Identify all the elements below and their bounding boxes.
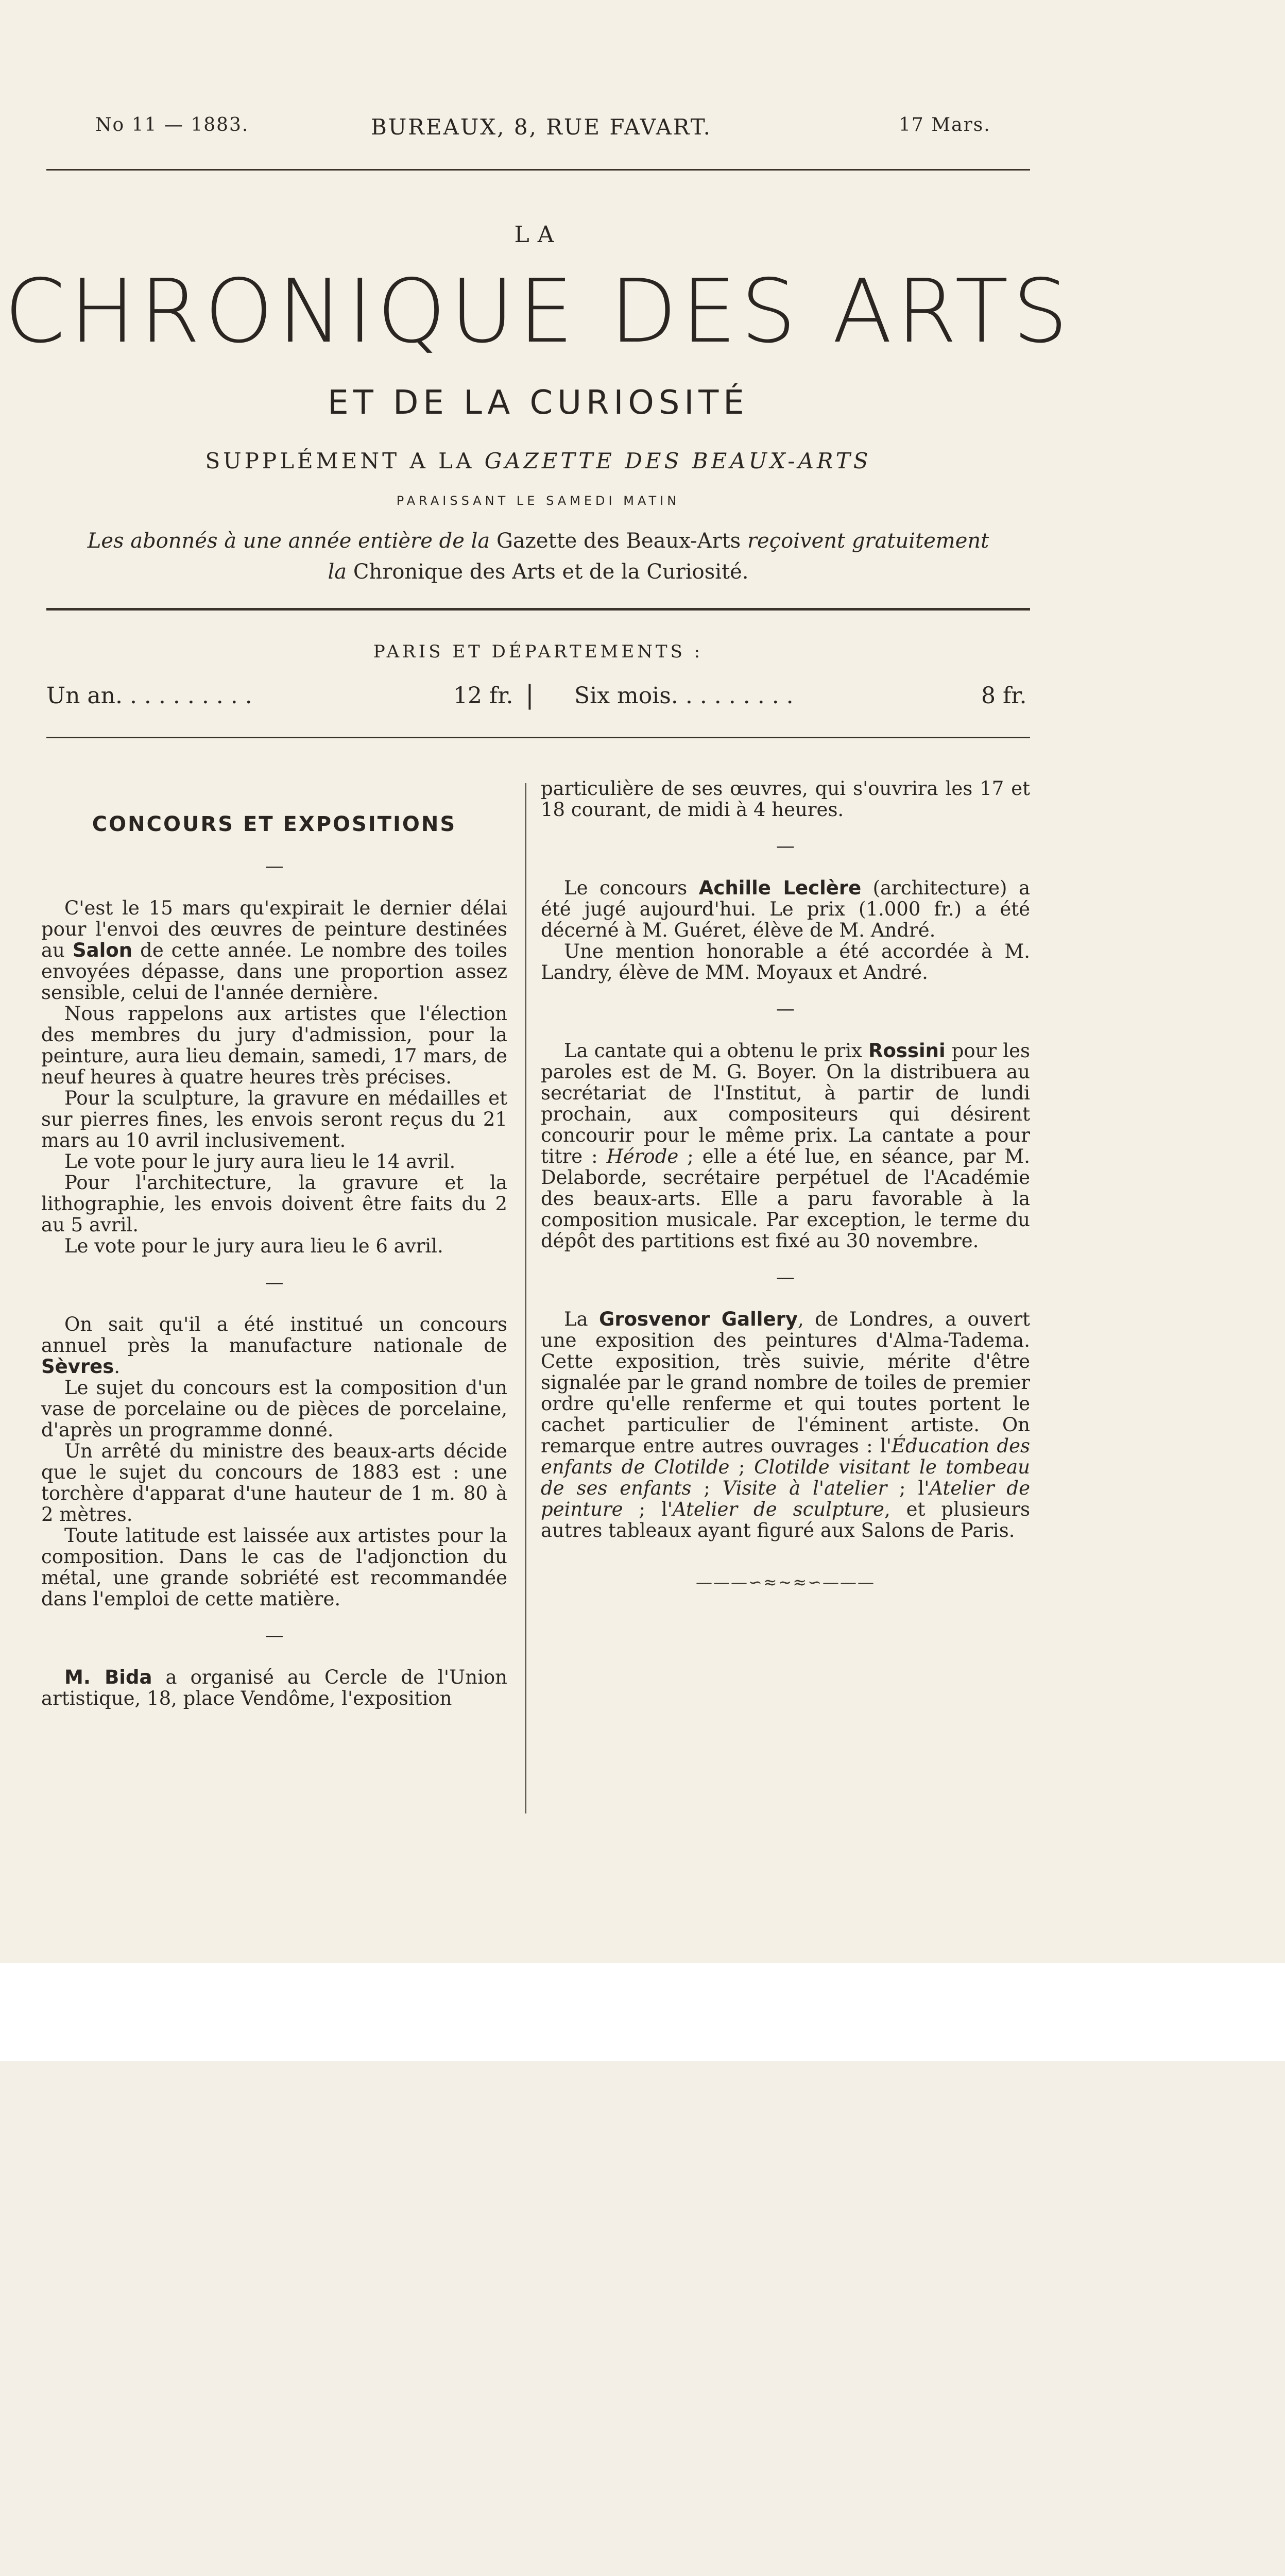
paragraph-italic: Atelier de peinture [541,1477,1030,1520]
paragraph: Toute latitude est laissée aux artistes pour la composition. Dans le cas de l'adjonction du métal, une grande sobriété est recommandée dans l'emploi de cette matière. [41,1524,507,1610]
paragraph-text: , de Londres, a ouvert une exposition des peintures d'Alma-Tadema. Cette exposition, très suivie, mérite d'être signalée par le grand nombre de toiles de premier ordre qu'elle renferme et qui toutes portent le cachet particulier de l'éminent artiste. On remarque entre autres ouvrages : l' [541,1308,1031,1457]
section-dash: — [265,856,284,877]
section-dash: — [776,836,795,857]
header-rule [46,169,1030,171]
paragraph-italic: Visite à l'atelier [722,1477,887,1499]
subscriber-note-part: Gazette des Beaux-Arts [496,529,747,553]
price-six-months-label: Six mois. . . . . . . . . [574,683,794,709]
paragraph: Le vote pour le jury aura lieu le 14 avril. [64,1150,456,1173]
section-title: CONCOURS ET EXPOSITIONS [92,812,457,836]
section-dash: — [265,1625,284,1646]
paragraph: Une mention honorable a été accordée à M. Landry, élève de MM. Moyaux et André. [541,940,1030,984]
paragraph [541,1309,1030,1541]
supplement-line [0,448,1076,473]
supplement-prefix: SUPPLÉMENT A LA [205,448,485,473]
subscriber-note [0,526,1076,587]
masthead-subtitle: ET DE LA CURIOSITÉ [328,384,749,422]
paragraph-text: . [114,1355,120,1378]
paragraph [41,1314,507,1377]
section-dash: — [776,998,795,1020]
paragraph-text: On sait qu'il a été institué un concours annuel près la manufacture nationale de [41,1313,507,1357]
price-separator: | [525,680,534,710]
masthead-title: CHRONIQUE DES ARTS [4,261,1072,363]
issue-date: 17 Mars. [899,114,991,135]
paragraph-text: ; l' [887,1477,930,1499]
paragraph-bold: Grosvenor Gallery [599,1308,798,1330]
paragraph [41,1667,507,1709]
subscriber-note-part: Les abonnés à une année entière de la [87,529,496,553]
paragraph-italic: Clotilde visitant le tombeau de ses enfants [541,1456,1030,1499]
paragraph [41,897,507,1003]
subscriber-note-part: la [328,560,353,584]
paragraph: Le vote pour le jury aura lieu le 6 avril. [64,1235,443,1257]
right-column [541,778,1030,1593]
pricing-rule [46,737,1030,738]
pricing-heading: PARIS ET DÉPARTEMENTS : [373,641,704,662]
paragraph-text: a organisé au Cercle de l'Union artistique, 18, place Vendôme, l'exposition [41,1666,508,1709]
subscriber-note-part: Chronique des Arts et de la Curiosité. [353,560,749,584]
paragraph [541,1040,1030,1251]
price-six-months-value: 8 fr. [981,683,1027,709]
paragraph-text: de cette année. Le nombre des toiles envoyées dépasse, dans une proportion assez sensible, celui de l'année dernière. [41,939,507,1004]
paragraph-italic: Atelier de sculpture [672,1498,884,1520]
paragraph-italic: Éducation des enfants de Clotilde [541,1435,1030,1478]
paragraph-text: Le concours [564,877,699,899]
section-dash: — [776,1267,795,1288]
paragraph: Pour la sculpture, la gravure en médailles et sur pierres fines, les envois seront reçus du 21 mars au 10 avril inclusivement. [41,1087,507,1151]
column-divider [525,783,526,1814]
price-year-label: Un an. . . . . . . . . . [46,683,252,709]
paragraph-text: (architecture) a été jugé aujourd'hui. Le prix (1.000 fr.) a été décerné à M. Guéret, élève de M. André. [541,877,1031,941]
paragraph-text: ; elle a été lue, en séance, par M. Delaborde, secrétaire perpétuel de l'Académie des beaux-arts. Elle a paru favorable à la composition musicale. Par exception, le terme du dépôt des partitions est fixé au 30 novembre. [541,1145,1030,1252]
paragraph-bold: Achille Leclère [698,877,862,899]
section-dash: — [265,1272,284,1293]
paragraph: particulière de ses œuvres, qui s'ouvrira les 17 et 18 courant, de midi à 4 heures. [541,777,1030,821]
paragraph-text: , et plusieurs autres tableaux ayant figuré aux Salons de Paris. [541,1498,1030,1541]
bureaux-address: BUREAUX, 8, RUE FAVART. [371,114,712,140]
left-column [41,773,507,1709]
issue-number: No 11 — 1883. [95,114,249,135]
paragraph-text: La [564,1308,599,1330]
subscriber-note-part: reçoivent gratuitement [747,529,989,553]
masthead-rule [46,608,1030,611]
price-year-value: 12 fr. [453,683,513,709]
paragraph-text: ; l' [623,1498,673,1520]
paragraph: Un arrêté du ministre des beaux-arts décide que le sujet du concours de 1883 est : une torchère d'apparat d'une hauteur de 1 m. 80 à 2 mètres. [41,1440,507,1526]
paragraph: Nous rappelons aux artistes que l'élection des membres du jury d'admission, pour la peinture, aura lieu demain, samedi, 17 mars, de neuf heures à quatre heures très précises. [41,1003,507,1088]
paragraph-text: ; [691,1477,723,1499]
paragraph: Le sujet du concours est la composition d'un vase de porcelaine ou de pièces de porcelaine, d'après un programme donné. [41,1377,507,1441]
paragraph-bold: Rossini [868,1040,946,1062]
digitization-footer [0,1963,1285,2061]
paragraph-bold: M. Bida [64,1666,152,1688]
paragraph [541,877,1030,941]
paragraph-text: C'est le 15 mars qu'expirait le dernier délai pour l'envoi des œuvres de peinture destinées au [41,897,507,961]
paragraph-text: ; [729,1456,755,1478]
masthead-article: LA [514,222,562,248]
publication-frequency: PARAISSANT LE SAMEDI MATIN [396,494,680,508]
paragraph-text: La cantate qui a obtenu le prix [564,1040,868,1062]
paragraph-italic: Hérode [606,1145,679,1167]
ornament-divider: ———∽≈∼≈∽——— [695,1572,876,1592]
paragraph-bold: Salon [72,939,133,961]
supplement-gazette: GAZETTE DES BEAUX-ARTS [484,448,871,473]
paragraph-bold: Sèvres [41,1355,114,1378]
paragraph: Pour l'architecture, la gravure et la lithographie, les envois doivent être faits du 2 au 5 avril. [41,1172,507,1236]
paragraph-text: pour les paroles est de M. G. Boyer. On la distribuera au secrétariat de l'Institut, à partir de lundi prochain, aux compositeurs qui désirent concourir pour le même prix. La cantate a pour titre : [541,1040,1031,1167]
